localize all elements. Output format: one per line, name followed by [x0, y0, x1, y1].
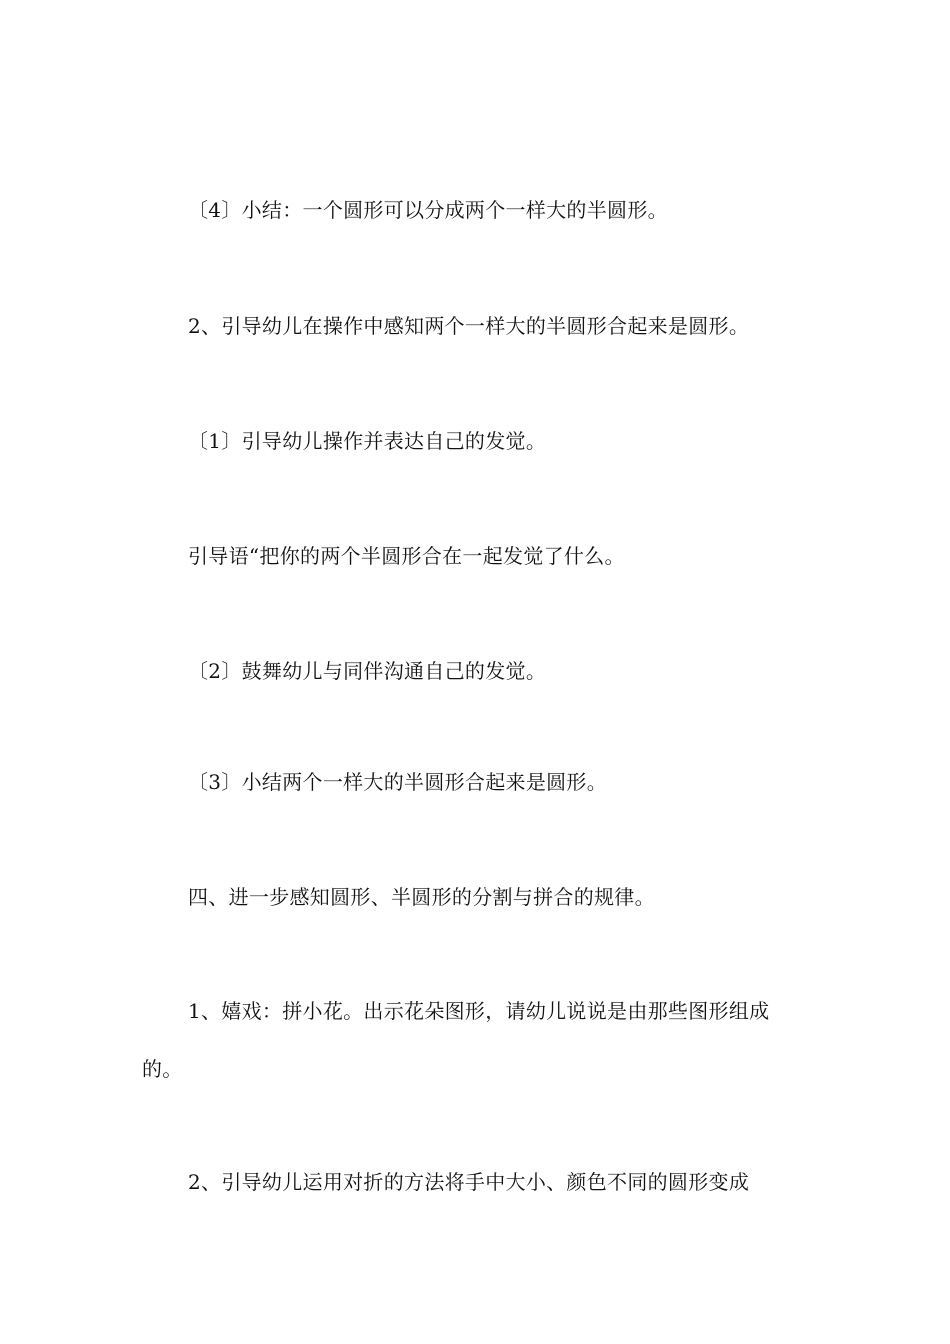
paragraph-section-4: 四、进一步感知圆形、半圆形的分割与拼合的规律。	[188, 885, 655, 909]
paragraph-summary-4: 〔4〕小结：一个圆形可以分成两个一样大的半圆形。	[188, 198, 668, 222]
paragraph-substep-2: 〔2〕鼓舞幼儿与同伴沟通自己的发觉。	[188, 659, 547, 683]
paragraph-substep-3: 〔3〕小结两个一样大的半圆形合起来是圆形。	[188, 770, 608, 794]
paragraph-step-2-fold: 2、引导幼儿运用对折的方法将手中大小、颜色不同的圆形变成	[188, 1170, 750, 1194]
paragraph-guide-phrase: 引导语“把你的两个半圆形合在一起发觉了什么。	[188, 544, 625, 568]
paragraph-game-1: 1、嬉戏：拼小花。出示花朵图形，请幼儿说说是由那些图形组成的。	[142, 999, 770, 1081]
paragraph-substep-1: 〔1〕引导幼儿操作并表达自己的发觉。	[188, 429, 547, 453]
paragraph-step-2: 2、引导幼儿在操作中感知两个一样大的半圆形合起来是圆形。	[188, 314, 750, 338]
